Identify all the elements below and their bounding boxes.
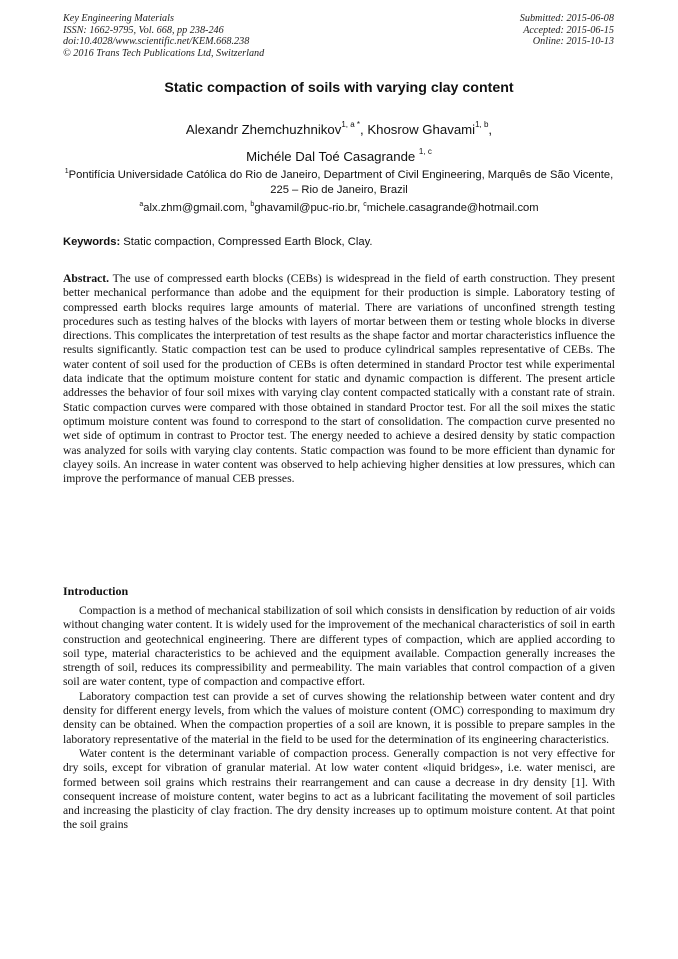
abstract — [63, 272, 615, 486]
paragraph: Compaction is a method of mechanical stabilization of soil which consists in densification by reduction of air voids without changing water content. It is widely used for the improvement of the mechanical characteristics of soil in earth construction and geotechnical engineering. There are different types of compaction, which are applied according to soil type, material characteristics to be achieved and the equipment available. Compaction generally increases the strength of soil, reduces its compressibility and permeability. The main variables that control compaction of a given soil are water content, type of compaction and compactive effort. — [63, 604, 615, 689]
keywords-label: Keywords: — [63, 236, 121, 248]
abstract-text: The use of compressed earth blocks (CEBs) is widespread in the field of earth construction. They present better mechanical performance than adobe and the equipment for their production is simple. Laboratory testing of compressed earth blocks requires large amounts of material. There are variations of unconfined strength testing procedures such as testing halves of the blocks with layers of mortar between them or testing whole blocks in diverse directions. This complicates the interpretation of test results as the shape factor and mortar characteristics influence the results significantly. Static compaction test can be used to produce cylindrical samples representative of CEBs. The water content of soil used for the production of CEBs is often determined in standard Proctor test while experimental data indicate that the optimum moisture content for static and dynamic compaction is different. The present article addresses the behavior of four soil mixes with varying clay content compacted statically with a constant rate of strain. Static compaction curves were compared with those obtained in standard Proctor test. For all the soil mixes the static optimum moisture content was found to correspond to the start of consolidation. The compaction curve presented no wet side of optimum in contrast to Proctor test. The energy needed to achieve a desired density by static compaction was analyzed for soils with varying clay contents. Static compaction was found to be more efficient than dynamic for clayey soils. An increase in water content was observed to help achieving higher densities at low pressures, which can improve the performance of manual CEB presses. — [63, 272, 615, 486]
online-date: Online: 2015-10-13 — [532, 36, 614, 48]
email-sup: a — [139, 201, 144, 208]
author-sup: 1, b — [475, 120, 489, 129]
abstract-label: Abstract. — [63, 272, 110, 285]
doi-line: doi:10.4028/www.scientific.net/KEM.668.238 — [63, 36, 250, 48]
author-list — [0, 114, 678, 168]
affiliation-text: Pontifícia Universidade Católica do Rio de Janeiro, Department of Civil Engineering, Marquês de São Vicente, 225 – Rio de Janeiro, Brazil — [68, 169, 614, 196]
author-separator: , — [488, 122, 493, 137]
author-sup: 1, a * — [341, 120, 360, 129]
affiliation — [63, 164, 615, 198]
publication-info — [63, 13, 264, 59]
author-sup: 1, c — [418, 147, 432, 156]
dates-info — [520, 13, 614, 48]
author-separator: , — [360, 122, 368, 137]
email-link[interactable]: alx.zhm@gmail.com, — [143, 202, 251, 214]
journal-name: Key Engineering Materials — [63, 13, 174, 24]
email-link[interactable]: ghavamil@puc-rio.br, — [254, 202, 364, 214]
keywords — [63, 236, 615, 248]
author-name: Michéle Dal Toé Casagrande — [246, 149, 416, 164]
section-heading: Introduction — [63, 584, 129, 598]
author-name: Khosrow Ghavami — [367, 122, 476, 137]
affiliation-sup: 1 — [64, 168, 69, 175]
paragraph: Water content is the determinant variable of compaction process. Generally compaction is not very effective for dry soils, except for vibration of granular material. At low water content «liquid bridges», i.e. water menisci, are formed between soil grains which restrains their rearrangement and can cause a decrease in dry density [1]. With consequent increase of moisture content, water begins to act as a lubricant facilitating the movement of soil particles and increasing the plasticity of clay fraction. The dry density increases up to optimum moisture content. At that point the soil grains — [63, 746, 615, 832]
email-list — [0, 201, 678, 214]
accepted-date: Accepted: 2015-06-15 — [523, 24, 614, 36]
paper-title: Static compaction of soils with varying clay content — [164, 80, 514, 96]
author-name: Alexandr Zhemchuzhnikov — [185, 122, 342, 137]
paragraph: Laboratory compaction test can provide a set of curves showing the relationship between water content and dry density for different energy levels, from which the values of moisture content (OMC) corresponding to maximum dry density can be obtained. When the compaction properties of a soil are known, it is possible to prepare samples in the laboratory representative of the material in the field to be used for the determination of its engineering characteristics. — [63, 689, 615, 746]
keywords-text: Static compaction, Compressed Earth Block, Clay. — [120, 236, 373, 248]
email-sup: c — [363, 201, 367, 208]
submitted-date: Submitted: 2015-06-08 — [519, 13, 614, 24]
copyright-line: © 2016 Trans Tech Publications Ltd, Switzerland — [63, 47, 265, 59]
issn-line: ISSN: 1662-9795, Vol. 668, pp 238-246 — [63, 24, 224, 36]
introduction-body — [63, 604, 615, 833]
email-sup: b — [250, 201, 255, 208]
email-link[interactable]: michele.casagrande@hotmail.com — [366, 202, 539, 214]
